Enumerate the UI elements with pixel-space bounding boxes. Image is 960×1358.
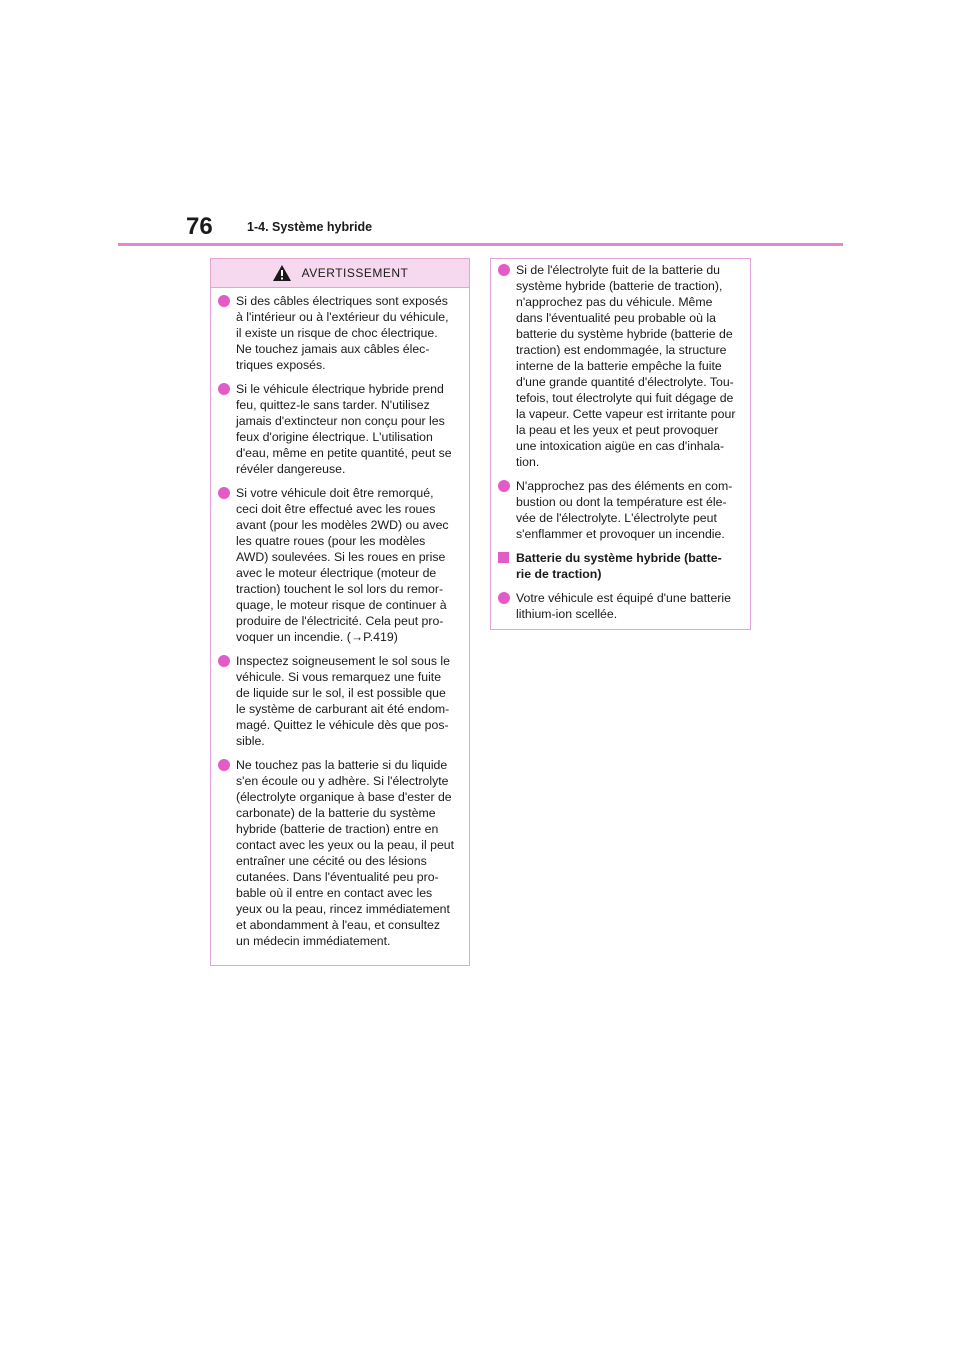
warning-item — [218, 485, 460, 645]
subheading-text: Batterie du système hybride (batte- rie de traction) — [516, 551, 722, 581]
warning-triangle-icon — [272, 264, 292, 282]
bullet-square-icon — [498, 552, 509, 563]
subheading — [498, 550, 741, 582]
warning-title: AVERTISSEMENT — [301, 266, 409, 280]
warning-box-continued — [490, 258, 751, 630]
warning-item — [218, 653, 460, 749]
section-title: 1-4. Système hybride — [247, 220, 373, 234]
warning-item-text: Ne touchez pas la batterie si du liquide s'en écoule ou y adhère. Si l'électrolyte (électrolyte organique à base d'ester de carbonate) de la batterie du système hybride (batterie de traction) entre en contact avec les yeux ou la peau, il peut entraîner une cécité ou des lésions cutanées. Dans l'éventualité peu pro- bable où il entre en contact avec les yeux ou la peau, rincez immédiatement et abondamment à l'eau, et consultez un médecin immédiatement. — [236, 758, 455, 948]
bullet-dot-icon — [218, 383, 230, 395]
warning-box — [210, 258, 470, 966]
bullet-dot-icon — [498, 592, 510, 604]
warning-item-text: Si le véhicule électrique hybride prend feu, quittez-le sans tarder. N'utilisez jamais d'extincteur non conçu pour les feux d'origine électrique. L'utilisation d'eau, même en petite quantité, peut se révéler dangereuse. — [236, 382, 452, 476]
warning-list-continued — [491, 259, 750, 636]
warning-item — [218, 381, 460, 477]
warning-item-text: Si de l'électrolyte fuit de la batterie du système hybride (batterie de traction), n'approchez pas du véhicule. Même dans l'éventualité peu probable où la batterie du système hybride (batterie de traction) est endommagée, la structure interne de la batterie empêche la fuite d'une grande quantité d'électrolyte. Tou- tefois, tout électrolyte qui fuit dégage de la vapeur. Cette vapeur est irritante pour la peau et les yeux et peut provoquer une intoxication aigüe en cas d'inhala- tion. — [516, 263, 736, 469]
warning-header — [211, 259, 469, 288]
warning-list — [211, 288, 469, 963]
warning-item — [218, 293, 460, 373]
header-divider — [118, 243, 843, 246]
warning-item-text: N'approchez pas des éléments en com- bustion ou dont la température est éle- vée de l'électrolyte. L'électrolyte peut s'enflammer et provoquer un incendie. — [516, 479, 733, 541]
warning-item — [498, 478, 741, 542]
bullet-dot-icon — [218, 295, 230, 307]
warning-item — [498, 262, 741, 470]
warning-item — [498, 590, 741, 622]
warning-item-text: Votre véhicule est équipé d'une batterie lithium-ion scellée. — [516, 591, 731, 621]
bullet-dot-icon — [498, 264, 510, 276]
warning-item — [218, 757, 460, 949]
bullet-dot-icon — [218, 487, 230, 499]
bullet-dot-icon — [498, 480, 510, 492]
bullet-dot-icon — [218, 759, 230, 771]
page-number: 76 — [186, 213, 213, 240]
warning-item-text: Si des câbles électriques sont exposés à l'intérieur ou à l'extérieur du véhicule, il existe un risque de choc électrique. Ne touchez jamais aux câbles élec- triques exposés. — [236, 294, 449, 372]
warning-item-text: Si votre véhicule doit être remorqué, ceci doit être effectué avec les roues avant (pour les modèles 2WD) ou avec les quatre roues (pour les modèles AWD) soulevées. Si les roues en prise avec le moteur électrique (moteur de traction) touchent le sol lors du remor- quage, le moteur risque de continuer à produire de l'électricité. Cela peut pro- voquer un incendie. (→P.419) — [236, 486, 449, 644]
bullet-dot-icon — [218, 655, 230, 667]
warning-item-text: Inspectez soigneusement le sol sous le véhicule. Si vous remarquez une fuite de liquide sur le sol, il est possible que le système de carburant ait été endom- magé. Quittez le véhicule dès que pos- sible. — [236, 654, 450, 748]
